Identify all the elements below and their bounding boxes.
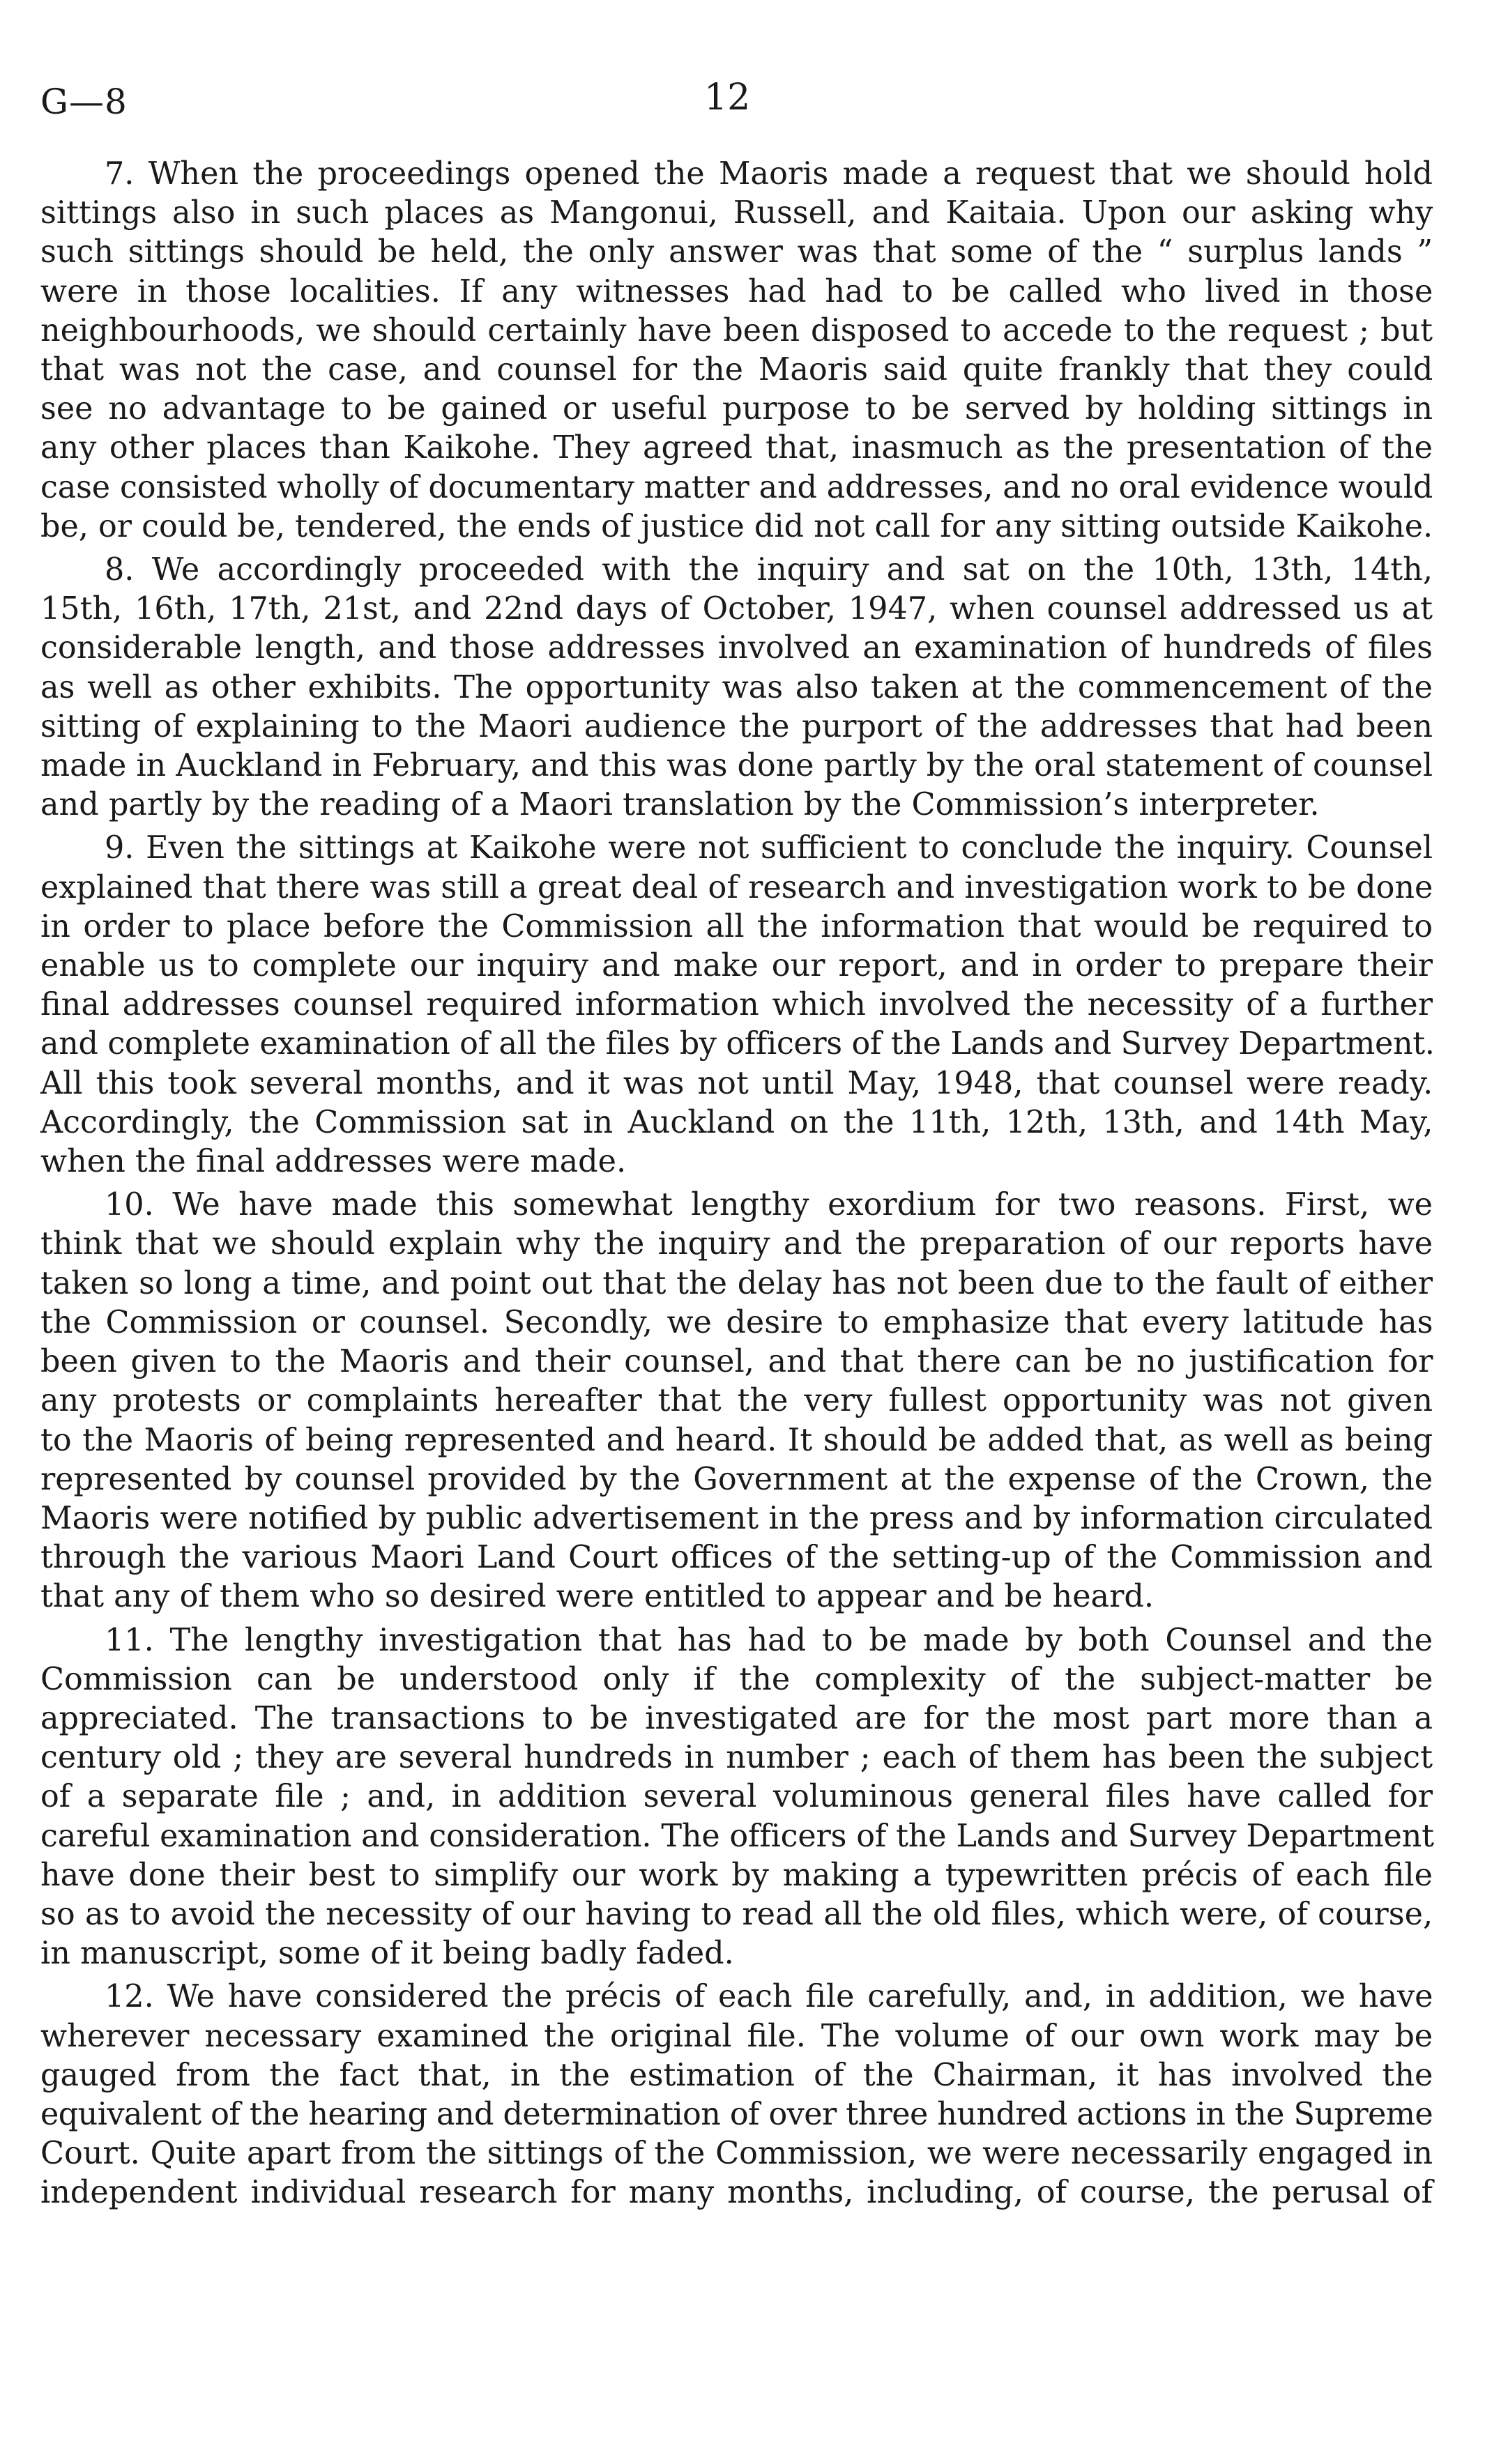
text-line: wherever necessary examined the original file. The volume of our own work may be [40,2018,1433,2054]
text-line: to the Maoris of being represented and heard. It should be added that, as well as being [40,1422,1433,1458]
paragraph-9 [40,829,1433,1181]
text-line: were in those localities. If any witnesses had had to be called who lived in those [40,273,1433,309]
text-line: careful examination and consideration. The officers of the Lands and Survey Department [40,1818,1434,1854]
text-line: have done their best to simplify our work by making a typewritten précis of each file [40,1857,1433,1893]
text-line: any other places than Kaikohe. They agreed that, inasmuch as the presentation of the [40,430,1433,466]
text-line: 7. When the proceedings opened the Maoris made a request that we should hold [105,156,1433,192]
text-line: Court. Quite apart from the sittings of the Commission, we were necessarily engaged in [40,2136,1433,2172]
text-line: be, or could be, tendered, the ends of justice did not call for any sitting outside Kaikohe. [40,508,1433,544]
paragraph-10 [40,1186,1433,1616]
paragraph-8 [40,551,1433,825]
text-line: All this took several months, and it was not until May, 1948, that counsel were ready. [40,1065,1433,1101]
text-line: and complete examination of all the files by officers of the Lands and Survey Department. [40,1026,1435,1062]
text-line: neighbourhoods, we should certainly have been disposed to accede to the request ; but [40,312,1433,349]
text-line: made in Auckland in February, and this was done partly by the oral statement of counsel [40,748,1433,784]
text-line: 11. The lengthy investigation that has had to be made by both Counsel and the [105,1622,1433,1658]
text-line: that any of them who so desired were entitled to appear and be heard. [40,1579,1154,1615]
text-line: 12. We have considered the précis of each file carefully, and, in addition, we have [105,1979,1433,2015]
text-line: 9. Even the sittings at Kaikohe were not sufficient to conclude the inquiry. Counsel [105,830,1433,866]
text-line: 10. We have made this somewhat lengthy exordium for two reasons. First, we [105,1187,1433,1223]
text-line: when the final addresses were made. [40,1144,627,1180]
text-line: final addresses counsel required information which involved the necessity of a further [40,987,1433,1023]
body-text [40,155,1433,2213]
text-line: considerable length, and those addresses involved an examination of hundreds of files [40,630,1433,666]
text-line: been given to the Maoris and their counsel, and that there can be no justification for [40,1344,1433,1380]
text-line: that was not the case, and counsel for the Maoris said quite frankly that they could [40,352,1433,388]
text-line: and partly by the reading of a Maori translation by the Commission’s interpreter. [40,787,1320,823]
paragraph-11 [40,1621,1433,1974]
text-line: gauged from the fact that, in the estimation of the Chairman, it has involved the [40,2057,1433,2093]
text-line: so as to avoid the necessity of our having to read all the old files, which were, of course, [40,1896,1433,1932]
text-line: case consisted wholly of documentary matter and addresses, and no oral evidence would [40,469,1433,505]
text-line: represented by counsel provided by the Government at the expense of the Crown, the [40,1461,1433,1497]
text-line: in manuscript, some of it being badly faded. [40,1936,734,1972]
text-line: appreciated. The transactions to be investigated are for the most part more than a [40,1700,1433,1736]
text-line: of a separate file ; and, in addition several voluminous general files have called for [40,1779,1433,1815]
text-line: Maoris were notified by public advertisement in the press and by information circulated [40,1500,1433,1536]
paragraph-12 [40,1977,1433,2212]
text-line: Commission can be understood only if the complexity of the subject-matter be [40,1661,1433,1697]
text-line: the Commission or counsel. Secondly, we desire to emphasize that every latitude has [40,1304,1433,1340]
text-line: any protests or complaints hereafter that the very fullest opportunity was not given [40,1383,1433,1419]
text-line: taken so long a time, and point out that the delay has not been due to the fault of either [40,1265,1433,1301]
text-line: enable us to complete our inquiry and make our report, and in order to prepare their [40,948,1433,984]
text-line: equivalent of the hearing and determination of over three hundred actions in the Supreme [40,2096,1433,2132]
page-number: 12 [704,77,751,118]
text-line: 15th, 16th, 17th, 21st, and 22nd days of October, 1947, when counsel addressed us at [40,591,1433,627]
text-line: 8. We accordingly proceeded with the inquiry and sat on the 10th, 13th, 14th, [105,552,1433,588]
text-line: in order to place before the Commission all the information that would be required to [40,908,1433,944]
text-line: as well as other exhibits. The opportunity was also taken at the commencement of the [40,669,1433,705]
text-line: think that we should explain why the inquiry and the preparation of our reports have [40,1226,1433,1262]
text-line: such sittings should be held, the only answer was that some of the “ surplus lands ” [40,234,1433,270]
paragraph-7 [40,155,1433,546]
text-line: independent individual research for many months, including, of course, the perusal of [40,2175,1433,2211]
text-line: sitting of explaining to the Maori audience the purport of the addresses that had been [40,708,1433,744]
text-line: Accordingly, the Commission sat in Auckland on the 11th, 12th, 13th, and 14th May, [40,1104,1433,1140]
text-line: sittings also in such places as Mangonui, Russell, and Kaitaia. Upon our asking why [40,195,1433,231]
text-line: century old ; they are several hundreds in number ; each of them has been the subject [40,1740,1433,1776]
page-reference: G—8 [40,82,128,122]
text-line: through the various Maori Land Court offices of the setting-up of the Commission and [40,1540,1433,1576]
text-line: see no advantage to be gained or useful purpose to be served by holding sittings in [40,391,1433,427]
text-line: explained that there was still a great deal of research and investigation work to be done [40,869,1433,905]
